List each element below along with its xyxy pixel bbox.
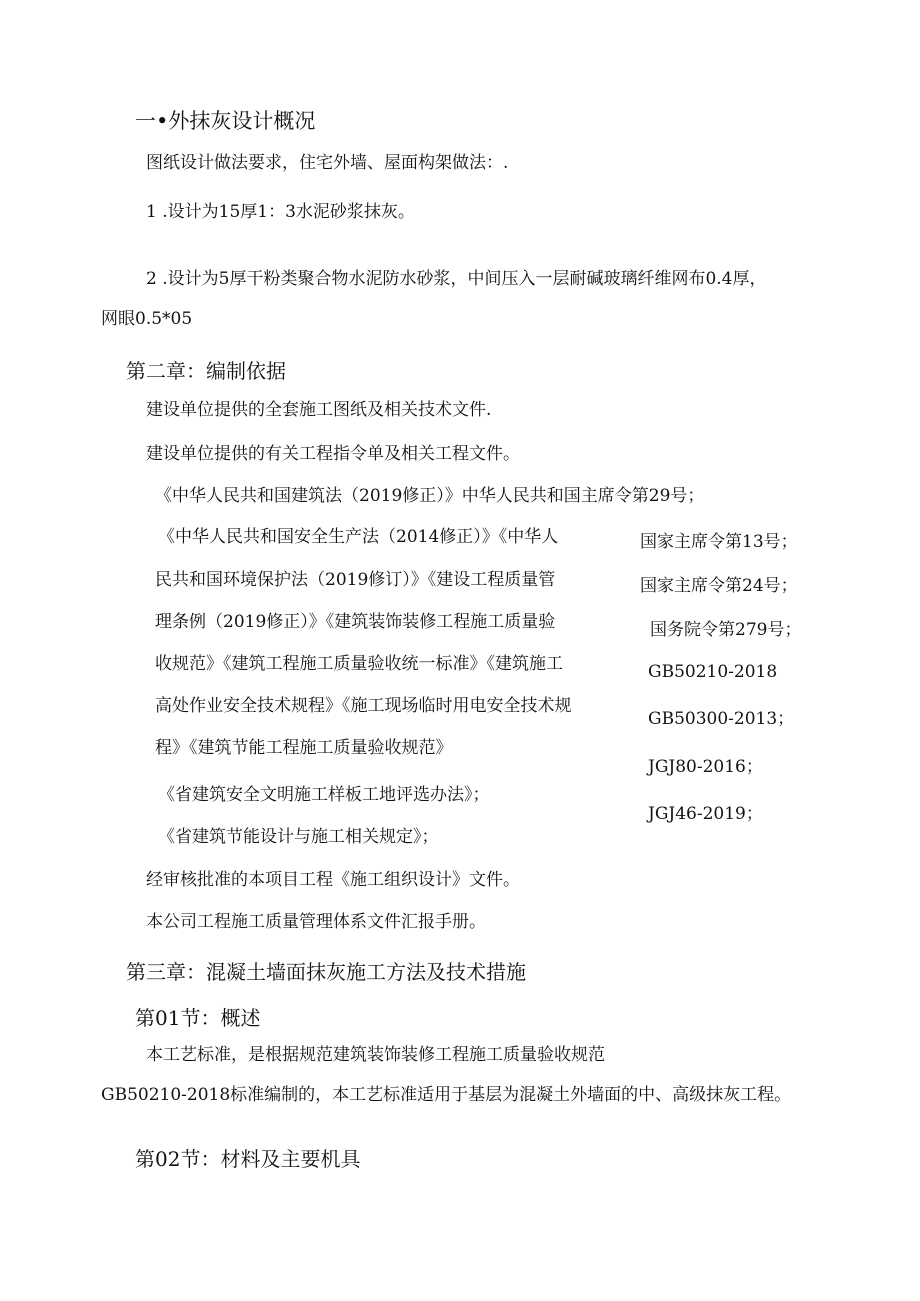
reference-number: 国家主席令第13号； xyxy=(640,532,798,552)
paragraph: 建设单位提供的有关工程指令单及相关工程文件。 xyxy=(146,444,520,464)
paragraph-continuation: GB50210-2018标准编制的，本工艺标准适用于基层为混凝土外墙面的中、高级抹灰工程。 xyxy=(101,1085,792,1105)
paragraph: 建设单位提供的全套施工图纸及相关技术文件. xyxy=(146,400,492,420)
reference-number: 国务院令第279号； xyxy=(650,620,802,640)
law-line: 程》《建筑节能工程施工质量验收规范》 xyxy=(155,738,453,758)
reference-number: JGJ46-2019； xyxy=(648,804,763,824)
paragraph: 图纸设计做法要求，住宅外墙、屋面构架做法：. xyxy=(146,153,509,173)
list-item: 1 .设计为15厚1：3水泥砂浆抹灰。 xyxy=(146,202,415,222)
paragraph: 经审核批准的本项目工程《施工组织设计》文件。 xyxy=(146,870,520,890)
chapter-title: 第二章：编制依据 xyxy=(126,359,286,383)
paragraph: 《省建筑节能设计与施工相关规定》； xyxy=(158,827,439,847)
paragraph: 《省建筑安全文明施工样板工地评选办法》； xyxy=(158,785,490,805)
reference-number: 国家主席令第24号； xyxy=(640,576,798,596)
reference-number: GB50210-2018 xyxy=(648,662,778,682)
list-item-continuation: 网眼0.5*05 xyxy=(101,309,193,329)
paragraph: 《中华人民共和国建筑法（2019修正）》中华人民共和国主席令第29号； xyxy=(155,486,705,506)
paragraph: 本工艺标准，是根据规范建筑装饰装修工程施工质量验收规范 xyxy=(146,1045,605,1065)
paragraph: 本公司工程施工质量管理体系文件汇报手册。 xyxy=(146,912,486,932)
section-title: 第01节：概述 xyxy=(135,1006,261,1030)
reference-number: GB50300-2013； xyxy=(648,709,795,729)
law-line: 高处作业安全技术规程》《施工现场临时用电安全技术规 xyxy=(155,696,572,716)
chapter-title: 第三章：混凝土墙面抹灰施工方法及技术措施 xyxy=(126,960,526,984)
law-line: 理条例（2019修正）》《建筑装饰装修工程施工质量验 xyxy=(155,612,556,632)
section-title: 第02节：材料及主要机具 xyxy=(135,1147,361,1171)
section-title: 一•外抹灰设计概况 xyxy=(135,109,316,133)
reference-number: JGJ80-2016； xyxy=(648,757,763,777)
law-line: 民共和国环境保护法（2019修订）》《建设工程质量管 xyxy=(155,570,556,590)
law-line: 收规范》《建筑工程施工质量验收统一标准》《建筑施工 xyxy=(155,654,563,674)
list-item: 2 .设计为5厚干粉类聚合物水泥防水砂浆，中间压入一层耐碱玻璃纤维网布0.4厚， xyxy=(146,269,767,289)
law-line: 《中华人民共和国安全生产法（2014修正）》《中华人 xyxy=(158,527,559,547)
